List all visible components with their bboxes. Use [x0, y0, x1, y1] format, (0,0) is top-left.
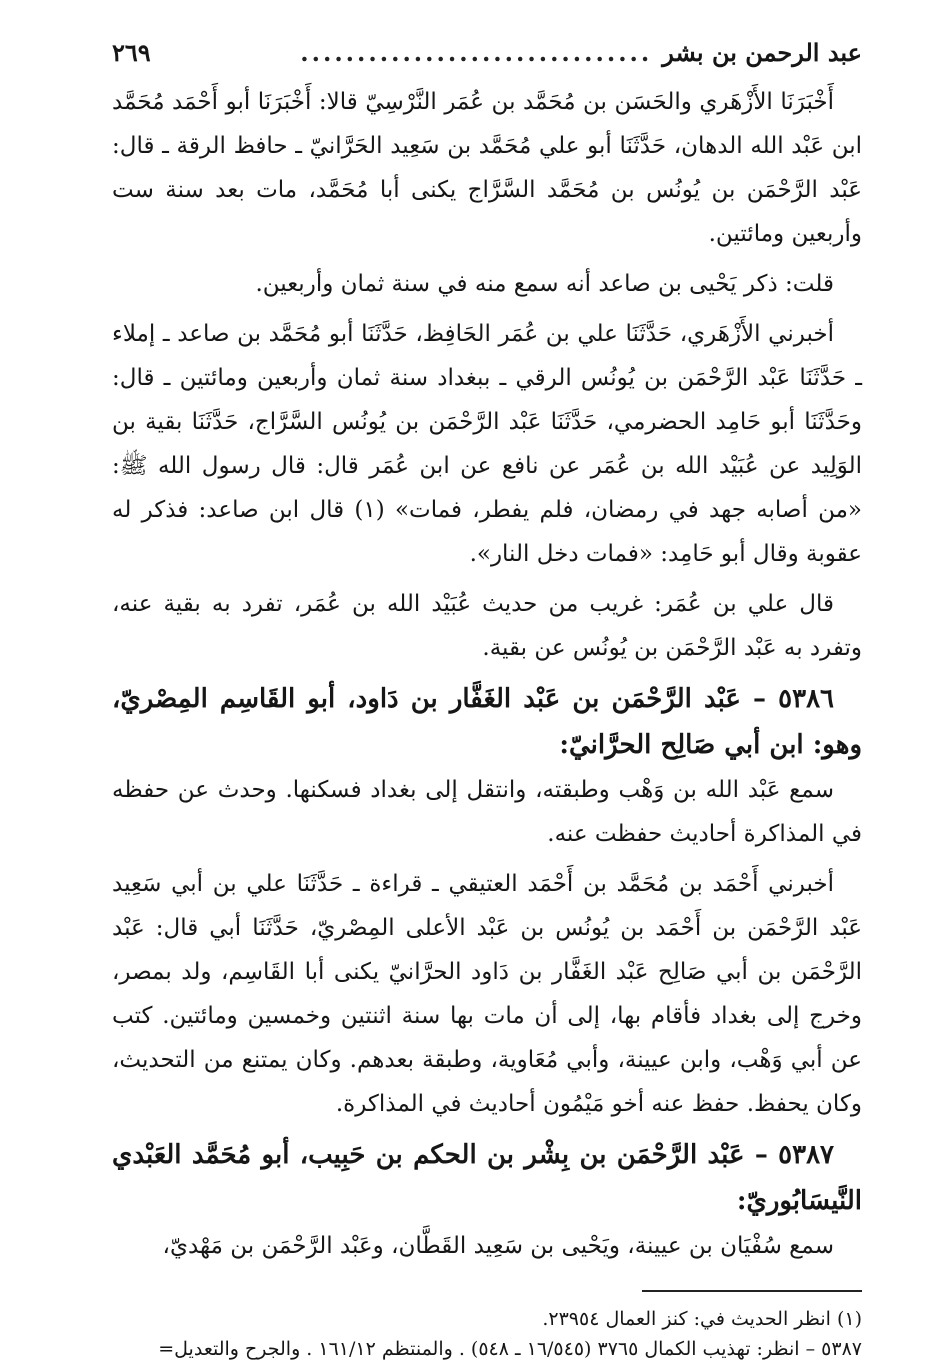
running-header — [112, 38, 862, 80]
header-title: عبد الرحمن بن بشر — [662, 38, 862, 67]
paragraph: سمع عَبْد الله بن وَهْب وطبقته، وانتقل إلى بغداد فسكنها. وحدث عن حفظه في المذاكرة أحاديث حفظت عنه. — [112, 777, 862, 847]
paragraph: أخبرني الأَزْهَري، حَدَّثَنَا علي بن عُمَر الحَافِظ، حَدَّثَنَا أبو مُحَمَّد بن صاعد ـ إملاء ـ حَدَّثَنَا عَبْد الرَّحْمَن بن يُونُس الرقي ـ ببغداد سنة ثمان وأربعين ومائتين ـ قال: وحَدَّثَنَا أبو حَامِد الحضرمي، حَدَّثَنَا عَبْد الرَّحْمَن بن يُونُس السَّرَّاج، حَدَّثَنَا بقية بن الوَلِيد عن عُبَيْد الله بن عُمَر عن نافع عن ابن عُمَر قال: قال رسول الله ﷺ: «من أصابه جهد في رمضان، فلم يفطر، فمات» (١) قال ابن صاعد: فذكر له عقوبة وقال أبو حَامِد: «فمات دخل النار». — [112, 321, 863, 567]
page-number: ٢٦٩ — [112, 38, 151, 67]
footnote: (١) انظر الحديث في: كنز العمال ٢٣٩٥٤. — [542, 1308, 862, 1330]
paragraph: سمع سُفْيَان بن عيينة، ويَحْيى بن سَعِيد القَطَّان، وعَبْد الرَّحْمَن بن مَهْديّ، — [162, 1233, 834, 1259]
paragraph: قلت: ذكر يَحْيى بن صاعد أنه سمع منه في سنة ثمان وأربعين. — [255, 271, 834, 297]
footnote: ٥٣٨٧ – انظر: تهذيب الكمال ٣٧٦٥ (١٦/٥٤٥ ـ ٥٤٨) . والمنتظم ١٦١/١٢ . والجرح والتعديل= — [158, 1338, 862, 1360]
paragraph: أَخْبَرَنَا الأَزْهَري والحَسَن بن مُحَمَّد بن عُمَر النَّرْسِيّ قالا: أَخْبَرَنَا أبو أَحْمَد مُحَمَّد ابن عَبْد الله الدهان، حَدَّثَنَا أبو علي مُحَمَّد بن سَعِيد الحَرَّانيّ ـ حافظ الرقة ـ قال: عَبْد الرَّحْمَن بن يُونُس بن مُحَمَّد السَّرَّاج يكنى أبا مُحَمَّد، مات بعد سنة ست وأربعين ومائتين. — [112, 89, 862, 247]
footnote-divider — [642, 1290, 862, 1292]
entry-heading: ٥٣٨٦ – عَبْد الرَّحْمَن بن عَبْد الغَفَّار بن دَاود، أبو القَاسِم المِصْريّ، وهو: ابن أبي صَالِح الحرَّانيّ: — [112, 684, 862, 760]
paragraph: قال علي بن عُمَر: غريب من حديث عُبَيْد الله بن عُمَر، تفرد به بقية عنه، وتفرد به عَبْد الرَّحْمَن بن يُونُس عن بقية. — [112, 591, 862, 661]
entry-heading: ٥٣٨٧ – عَبْد الرَّحْمَن بن بِشْر بن الحكم بن حَبِيب، أبو مُحَمَّد العَبْدي النَّيسَابُوريّ: — [112, 1140, 862, 1216]
body-text — [112, 80, 862, 1268]
header-leader-dots: ............................... — [300, 38, 653, 67]
paragraph: أخبرني أَحْمَد بن مُحَمَّد بن أَحْمَد العتيقي ـ قراءة ـ حَدَّثَنَا علي بن أبي سَعِيد عَبْد الرَّحْمَن بن أَحْمَد بن يُونُس بن عَبْد الأعلى المِصْريّ، حَدَّثَنَا أبي قال: عَبْد الرَّحْمَن بن أبي صَالِح عَبْد الغَفَّار بن دَاود الحرَّانيّ يكنى أبا القَاسِم، ولد بمصر، وخرج إلى بغداد فأقام بها، إلى أن مات بها سنة اثنتين وخمسين ومائتين. كتب عن أبي وَهْب، وابن عيينة، وأبي مُعَاوية، وطبقة بعدهم. وكان يمتنع من التحديث، وكان يحفظ. حفظ عنه أخو مَيْمُون أحاديث في المذاكرة. — [112, 871, 862, 1117]
footnotes — [112, 1304, 862, 1364]
